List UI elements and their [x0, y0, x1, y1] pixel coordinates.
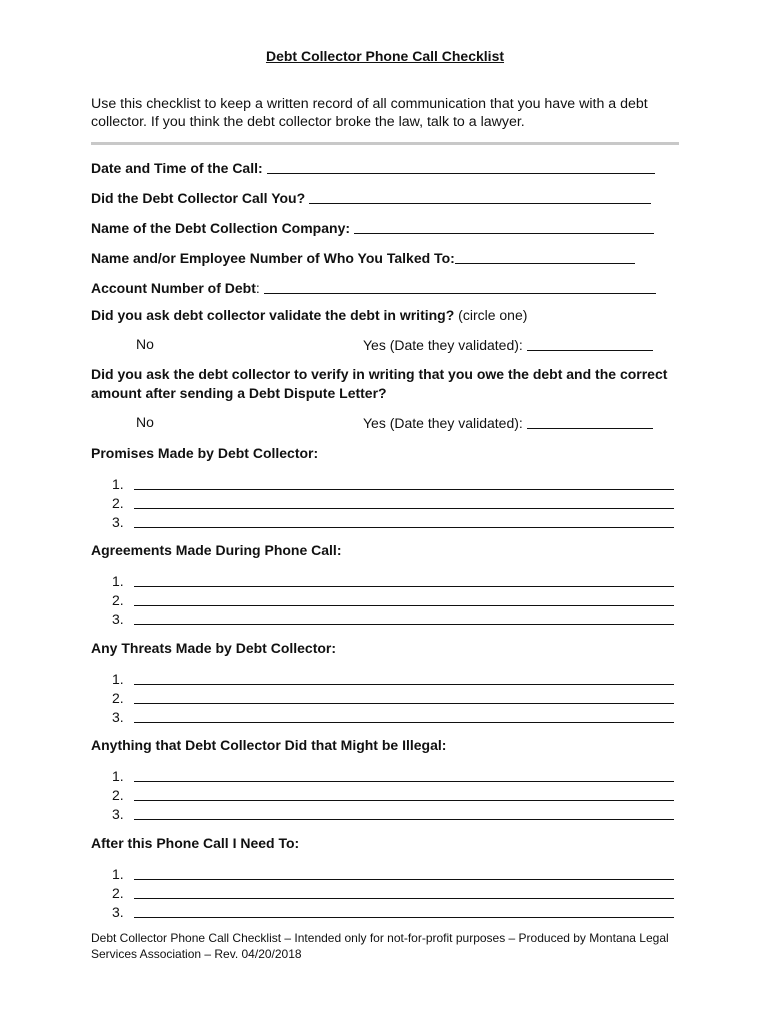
intro-paragraph: Use this checklist to keep a written record of all communication that you have with a debt collector. If you think the debt collector broke the law, talk to a lawyer. — [91, 96, 648, 130]
company-field[interactable] — [354, 219, 654, 234]
illegal-line-3 — [134, 807, 674, 820]
validate-yes-label: Yes (Date they validated): — [363, 337, 523, 353]
verify-yes-label: Yes (Date they validated): — [363, 415, 523, 431]
did-call-label: Did the Debt Collector Call You? — [91, 190, 306, 206]
promises-line-1 — [134, 477, 674, 490]
page-title: Debt Collector Phone Call Checklist — [265, 48, 505, 64]
date-time-field[interactable] — [267, 159, 655, 174]
illegal-heading: Anything that Debt Collector Did that Might be Illegal: — [91, 737, 447, 753]
promises-line-3 — [134, 515, 674, 528]
account-field[interactable] — [264, 279, 656, 294]
verify-question: Did you ask the debt collector to verify in writing that you owe the debt and the correct amount after sending a Debt Dispute Letter? — [91, 366, 668, 401]
account-label: Account Number of Debt: — [91, 280, 260, 296]
promises-item[interactable]: 1. — [112, 475, 674, 492]
threats-line-1 — [134, 672, 674, 685]
promises-item[interactable]: 2. — [112, 494, 674, 511]
employee-field[interactable] — [455, 249, 635, 264]
agreements-item[interactable]: 2. — [112, 591, 674, 608]
validate-yes-option[interactable] — [363, 336, 653, 353]
promises-item[interactable]: 3. — [112, 513, 674, 530]
agreements-item[interactable]: 3. — [112, 610, 674, 627]
next-steps-line-3 — [134, 905, 674, 918]
agreements-line-2 — [134, 593, 674, 606]
next-steps-item[interactable]: 3. — [112, 903, 674, 920]
illegal-item[interactable]: 3. — [112, 805, 674, 822]
company-row — [91, 216, 654, 236]
agreements-item[interactable]: 1. — [112, 572, 674, 589]
account-row — [91, 276, 656, 296]
did-call-row — [91, 186, 651, 206]
illegal-item[interactable]: 2. — [112, 786, 674, 803]
validate-question-text: Did you ask debt collector validate the debt in writing? — [91, 307, 455, 323]
promises-heading: Promises Made by Debt Collector: — [91, 445, 319, 461]
next-steps-line-2 — [134, 886, 674, 899]
next-steps-heading: After this Phone Call I Need To: — [91, 835, 300, 851]
verify-yes-option[interactable] — [363, 414, 653, 431]
threats-item[interactable]: 3. — [112, 708, 674, 725]
illegal-line-1 — [134, 769, 674, 782]
did-call-field[interactable] — [309, 189, 651, 204]
validate-no-option[interactable]: No — [136, 336, 154, 352]
next-steps-item[interactable]: 1. — [112, 865, 674, 882]
divider — [91, 142, 679, 145]
page-footer: Debt Collector Phone Call Checklist – Intended only for not-for-profit purposes – Produced by Montana Legal Services Association – Rev. 04/20/2018 — [91, 931, 669, 961]
illegal-item[interactable]: 1. — [112, 767, 674, 784]
verify-no-option[interactable]: No — [136, 414, 154, 430]
threats-line-2 — [134, 691, 674, 704]
illegal-line-2 — [134, 788, 674, 801]
threats-item[interactable]: 2. — [112, 689, 674, 706]
validate-date-field[interactable] — [527, 336, 653, 351]
employee-row — [91, 246, 635, 266]
validate-question — [91, 306, 527, 325]
date-time-label: Date and Time of the Call: — [91, 160, 263, 176]
next-steps-item[interactable]: 2. — [112, 884, 674, 901]
date-time-row — [91, 156, 655, 176]
company-label: Name of the Debt Collection Company: — [91, 220, 351, 236]
agreements-heading: Agreements Made During Phone Call: — [91, 542, 342, 558]
employee-label: Name and/or Employee Number of Who You Talked To: — [91, 250, 455, 266]
threats-line-3 — [134, 710, 674, 723]
threats-item[interactable]: 1. — [112, 670, 674, 687]
verify-date-field[interactable] — [527, 414, 653, 429]
promises-line-2 — [134, 496, 674, 509]
agreements-line-1 — [134, 574, 674, 587]
validate-question-note: (circle one) — [458, 307, 528, 323]
threats-heading: Any Threats Made by Debt Collector: — [91, 640, 337, 656]
next-steps-line-1 — [134, 867, 674, 880]
agreements-line-3 — [134, 612, 674, 625]
